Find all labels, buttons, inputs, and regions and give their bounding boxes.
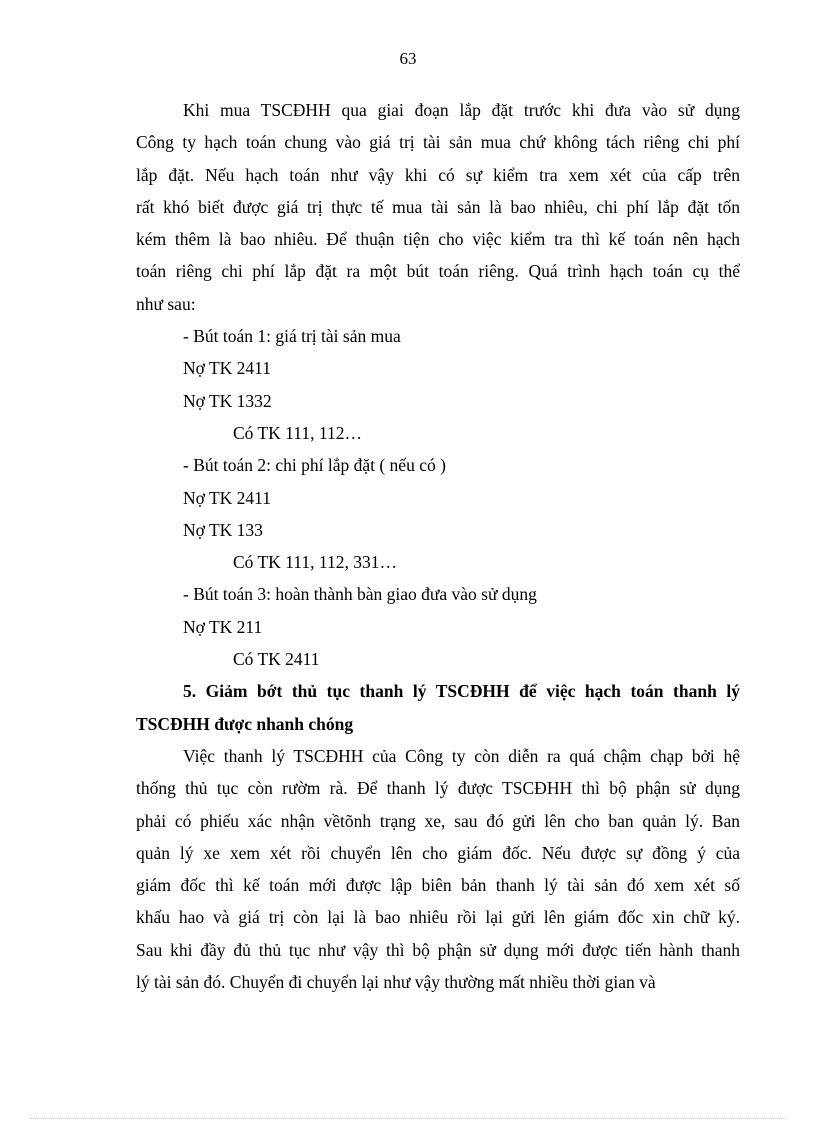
- debit-line: Nợ TK 2411: [183, 358, 272, 379]
- debit-line: Nợ TK 2411: [183, 487, 272, 508]
- footer-divider: [30, 1118, 786, 1119]
- paragraph-line: kém thêm là bao nhiêu. Để thuận tiện cho việc kiểm tra thì kế toán nên hạch: [136, 229, 740, 250]
- credit-line: Có TK 111, 112, 331…: [233, 552, 397, 573]
- paragraph-line: phải có phiếu xác nhận vềtõnh trạng xe, sau đó gửi lên cho ban quản lý. Ban: [136, 810, 740, 831]
- paragraph-line: toán riêng chi phí lắp đặt ra một bút toán riêng. Quá trình hạch toán cụ thể: [136, 261, 740, 282]
- paragraph-line: giám đốc thì kế toán mới được lập biên bản thanh lý tài sản đó xem xét số: [136, 875, 740, 896]
- paragraph-line: khấu hao và giá trị còn lại là bao nhiêu rồi lại gửi lên giám đốc xin chữ ký.: [136, 907, 740, 928]
- paragraph-line: Sau khi đầy đủ thủ tục như vậy thì bộ phận sử dụng mới được tiến hành thanh: [136, 939, 740, 960]
- credit-line: Có TK 111, 112…: [233, 422, 362, 443]
- journal-entry-heading: - Bút toán 1: giá trị tài sản mua: [183, 326, 401, 347]
- debit-line: Nợ TK 211: [183, 616, 263, 637]
- debit-line: Nợ TK 1332: [183, 390, 272, 411]
- paragraph-line: lắp đặt. Nếu hạch toán như vậy khi có sự kiểm tra xem xét của cấp trên: [136, 164, 740, 185]
- section-heading: TSCĐHH được nhanh chóng: [136, 713, 354, 734]
- paragraph-line: Công ty hạch toán chung vào giá trị tài sản mua chứ không tách riêng chi phí: [136, 132, 740, 153]
- paragraph-line: quản lý xe xem xét rồi chuyển lên cho giám đốc. Nếu được sự đồng ý của: [136, 842, 740, 863]
- section-heading: 5. Giảm bớt thủ tục thanh lý TSCĐHH để việc hạch toán thanh lý: [183, 681, 740, 702]
- paragraph-line: Khi mua TSCĐHH qua giai đoạn lắp đặt trước khi đưa vào sử dụng: [183, 100, 740, 120]
- credit-line: Có TK 2411: [233, 649, 320, 670]
- page-number: 63: [399, 49, 417, 68]
- paragraph-line: rất khó biết được giá trị thực tế mua tài sản là bao nhiêu, chi phí lắp đặt tốn: [136, 196, 740, 217]
- journal-entry-heading: - Bút toán 2: chi phí lắp đặt ( nếu có ): [183, 455, 446, 476]
- paragraph-line: Việc thanh lý TSCĐHH của Công ty còn diễn ra quá chậm chạp bởi hệ: [183, 745, 740, 766]
- paragraph-line: như sau:: [136, 293, 196, 314]
- paragraph-line: thống thủ tục còn rườm rà. Để thanh lý được TSCĐHH thì bộ phận sử dụng: [136, 778, 740, 799]
- document-body: [136, 94, 740, 998]
- journal-entry-heading: - Bút toán 3: hoàn thành bàn giao đưa vào sử dụng: [183, 584, 537, 605]
- debit-line: Nợ TK 133: [183, 519, 263, 540]
- paragraph-line: lý tài sản đó. Chuyển đi chuyển lại như vậy thường mất nhiều thời gian và: [136, 972, 656, 993]
